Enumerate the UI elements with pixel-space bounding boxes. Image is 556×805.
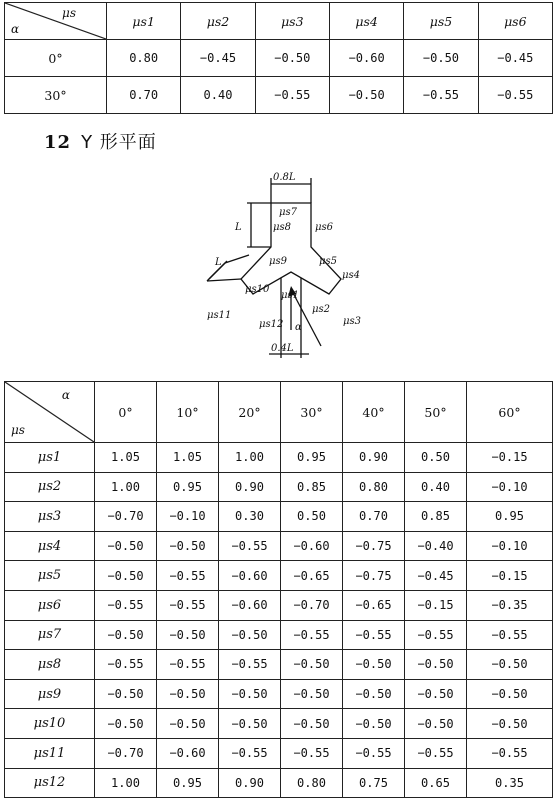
- section-title: Y 形平面: [81, 132, 157, 153]
- corner-label-bottom: μs: [11, 423, 25, 437]
- dimension-label-left-lower: L: [215, 257, 222, 268]
- table-row: [5, 590, 553, 620]
- table-cell: −0.55: [95, 650, 157, 680]
- table-cell: −0.50: [95, 679, 157, 709]
- table-cell: −0.50: [404, 40, 478, 77]
- table-cell: −0.55: [219, 650, 281, 680]
- column-header: 50°: [405, 382, 467, 443]
- table-cell: −0.60: [157, 738, 219, 768]
- table-cell: −0.50: [157, 620, 219, 650]
- face-label: μs2: [312, 304, 330, 315]
- table-cell: 0.40: [405, 472, 467, 502]
- corner-label-top: α: [61, 388, 70, 402]
- table-cell: −0.55: [281, 738, 343, 768]
- table-row: [5, 561, 553, 591]
- table-cell: 0.35: [467, 768, 553, 798]
- wind-angle-label: α: [295, 322, 302, 333]
- table-cell: −0.55: [157, 561, 219, 591]
- table-cell: −0.50: [343, 650, 405, 680]
- table-cell: −0.15: [467, 443, 553, 473]
- table-cell: −0.45: [181, 40, 255, 77]
- table-cell: 1.00: [95, 768, 157, 798]
- table-cell: −0.10: [467, 472, 553, 502]
- table-cell: 0.50: [405, 443, 467, 473]
- row-header: μs5: [5, 561, 95, 591]
- row-header: μs11: [5, 738, 95, 768]
- row-header: μs3: [5, 502, 95, 532]
- table-cell: −0.50: [329, 77, 403, 114]
- table-cell: 0.80: [281, 768, 343, 798]
- dimension-label-top: 0.8L: [273, 172, 296, 183]
- column-header: μs1: [107, 3, 181, 40]
- table-cell: −0.70: [281, 590, 343, 620]
- table-cell: −0.50: [219, 679, 281, 709]
- table-cell: 0.65: [405, 768, 467, 798]
- table-cell: −0.55: [404, 77, 478, 114]
- row-header: μs2: [5, 472, 95, 502]
- row-header: μs1: [5, 443, 95, 473]
- table-cell: 0.50: [281, 502, 343, 532]
- table-row: [5, 738, 553, 768]
- row-header: 0°: [5, 40, 107, 77]
- table-cell: −0.50: [467, 679, 553, 709]
- row-header: μs4: [5, 531, 95, 561]
- face-label: μs3: [343, 316, 361, 327]
- table-cell: −0.55: [255, 77, 329, 114]
- table-cell: −0.65: [343, 590, 405, 620]
- table-cell: −0.60: [219, 561, 281, 591]
- table-cell: 0.30: [219, 502, 281, 532]
- table-cell: −0.60: [219, 590, 281, 620]
- table-cell: −0.55: [95, 590, 157, 620]
- table-cell: −0.50: [219, 620, 281, 650]
- table-cell: 0.85: [281, 472, 343, 502]
- row-header: μs10: [5, 709, 95, 739]
- table-cell: 0.70: [107, 77, 181, 114]
- row-header: μs7: [5, 620, 95, 650]
- face-label: μs11: [207, 310, 232, 321]
- table-cell: −0.50: [467, 709, 553, 739]
- table-cell: 0.95: [467, 502, 553, 532]
- face-label: μs5: [319, 256, 337, 267]
- table-cell: −0.50: [467, 650, 553, 680]
- table-row: [5, 472, 553, 502]
- table-cell: −0.50: [343, 709, 405, 739]
- column-header: 30°: [281, 382, 343, 443]
- table-row: [5, 40, 553, 77]
- table-cell: −0.50: [405, 679, 467, 709]
- table-cell: −0.50: [95, 709, 157, 739]
- table-cell: −0.50: [343, 679, 405, 709]
- column-header: 40°: [343, 382, 405, 443]
- table-cell: 0.90: [343, 443, 405, 473]
- table-cell: 0.95: [157, 472, 219, 502]
- table-cell: 0.85: [405, 502, 467, 532]
- column-header: μs3: [255, 3, 329, 40]
- table-cell: −0.10: [157, 502, 219, 532]
- table-cell: −0.45: [478, 40, 552, 77]
- table-cell: −0.55: [281, 620, 343, 650]
- face-label: μs9: [269, 256, 287, 267]
- table-cell: −0.50: [219, 709, 281, 739]
- row-header: μs12: [5, 768, 95, 798]
- column-header: 60°: [467, 382, 553, 443]
- face-label: μs7: [279, 207, 297, 218]
- table-cell: 0.75: [343, 768, 405, 798]
- table-row: [5, 620, 553, 650]
- table-row: [5, 502, 553, 532]
- table-cell: −0.50: [157, 709, 219, 739]
- table-cell: −0.55: [219, 738, 281, 768]
- table-cell: 1.05: [157, 443, 219, 473]
- table-header-row: [5, 382, 553, 443]
- table-cell: −0.15: [405, 590, 467, 620]
- table-cell: −0.60: [329, 40, 403, 77]
- table-cell: 0.80: [343, 472, 405, 502]
- face-label: μs8: [273, 222, 291, 233]
- table-cell: −0.50: [95, 531, 157, 561]
- table-header-row: [5, 3, 553, 40]
- column-header: μs6: [478, 3, 552, 40]
- table-cell: 0.95: [157, 768, 219, 798]
- table-cell: −0.55: [157, 650, 219, 680]
- table-cell: −0.75: [343, 531, 405, 561]
- table-cell: −0.55: [157, 590, 219, 620]
- table-cell: −0.35: [467, 590, 553, 620]
- table-cell: 0.40: [181, 77, 255, 114]
- table-cell: 0.90: [219, 472, 281, 502]
- table-cell: −0.70: [95, 502, 157, 532]
- table-row: [5, 650, 553, 680]
- table-row: [5, 77, 553, 114]
- column-header: μs2: [181, 3, 255, 40]
- table-row: [5, 531, 553, 561]
- table-cell: −0.55: [467, 738, 553, 768]
- section-heading: [44, 128, 157, 154]
- table-cell: 1.00: [95, 472, 157, 502]
- table-cell: −0.55: [405, 620, 467, 650]
- table-cell: −0.45: [405, 561, 467, 591]
- corner-diagonal-line: [5, 3, 106, 39]
- table-cell: −0.15: [467, 561, 553, 591]
- row-header: μs9: [5, 679, 95, 709]
- table-cell: −0.65: [281, 561, 343, 591]
- table-cell: 1.05: [95, 443, 157, 473]
- table-cell: −0.50: [405, 709, 467, 739]
- table-cell: −0.50: [95, 561, 157, 591]
- table-cell: −0.55: [219, 531, 281, 561]
- table-corner-cell: [5, 382, 95, 443]
- table-cell: −0.50: [405, 650, 467, 680]
- table-cell: 0.80: [107, 40, 181, 77]
- table-cell: −0.50: [255, 40, 329, 77]
- wind-coefficient-table-2: [4, 381, 553, 798]
- table-body: [5, 443, 553, 798]
- table-row: [5, 679, 553, 709]
- face-label: μs6: [315, 222, 333, 233]
- table-cell: −0.50: [281, 650, 343, 680]
- column-header: 10°: [157, 382, 219, 443]
- dimension-label-bottom: 0.4L: [271, 343, 294, 354]
- table-cell: −0.70: [95, 738, 157, 768]
- table-cell: −0.55: [467, 620, 553, 650]
- table-cell: −0.50: [157, 679, 219, 709]
- face-label: μs1: [281, 290, 299, 301]
- table-row: [5, 709, 553, 739]
- table-cell: −0.50: [281, 709, 343, 739]
- face-label: μs10: [245, 284, 270, 295]
- table-cell: −0.75: [343, 561, 405, 591]
- face-label: μs12: [259, 319, 284, 330]
- table-cell: −0.60: [281, 531, 343, 561]
- table-cell: −0.55: [343, 738, 405, 768]
- row-header: 30°: [5, 77, 107, 114]
- table-cell: −0.50: [95, 620, 157, 650]
- table-cell: −0.55: [405, 738, 467, 768]
- table-cell: −0.50: [157, 531, 219, 561]
- corner-label-top: μs: [62, 6, 76, 20]
- table-cell: −0.50: [281, 679, 343, 709]
- face-label: μs4: [342, 270, 360, 281]
- y-shape-plan-diagram: [195, 160, 385, 375]
- table-corner-cell: [5, 3, 107, 40]
- table-cell: −0.55: [343, 620, 405, 650]
- column-header: μs5: [404, 3, 478, 40]
- table-cell: 0.95: [281, 443, 343, 473]
- corner-label-bottom: α: [11, 22, 20, 36]
- column-header: 20°: [219, 382, 281, 443]
- table-cell: 1.00: [219, 443, 281, 473]
- wind-coefficient-table-1: [4, 2, 553, 114]
- table-row: [5, 443, 553, 473]
- table-cell: 0.70: [343, 502, 405, 532]
- table-row: [5, 768, 553, 798]
- table-cell: −0.55: [478, 77, 552, 114]
- section-number: 12: [44, 132, 72, 153]
- row-header: μs8: [5, 650, 95, 680]
- dimension-label-left-upper: L: [235, 222, 242, 233]
- column-header: 0°: [95, 382, 157, 443]
- column-header: μs4: [329, 3, 403, 40]
- table-cell: 0.90: [219, 768, 281, 798]
- table-cell: −0.40: [405, 531, 467, 561]
- row-header: μs6: [5, 590, 95, 620]
- table-cell: −0.10: [467, 531, 553, 561]
